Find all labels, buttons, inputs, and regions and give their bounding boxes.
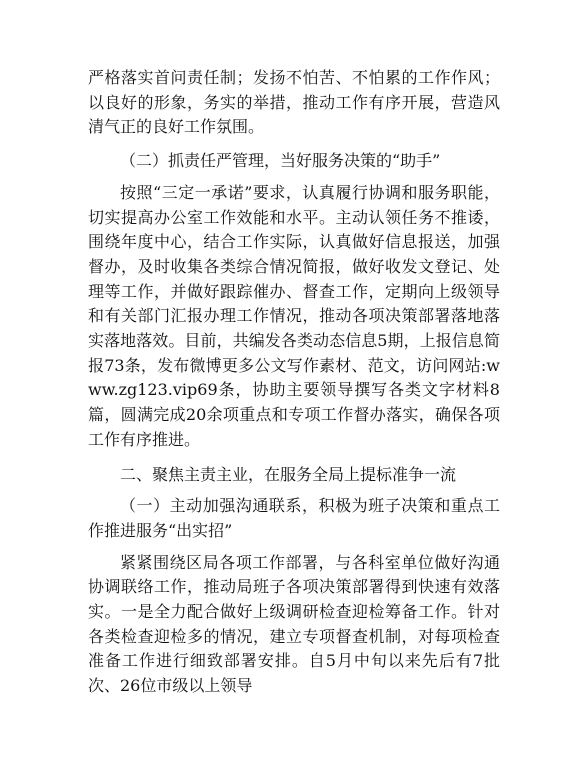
paragraph-coordination: 紧紧围绕区局各项工作部署，与各科室单位做好沟通协调联络工作，推动局班子各项决策部署得到快速有效落实。一是全力配合做好上级调研检查迎检筹备工作。针对各类检查迎检多的情况，建立专项督查机制，对每项检查准备工作进行细致部署安排。自5月中旬以来先后有7批次、26位市级以上领导 xyxy=(88,552,500,696)
subheading-communication: （一）主动加强沟通联系，积极为班子决策和重点工作推进服务“出实招” xyxy=(88,496,500,540)
document-body xyxy=(88,66,500,699)
paragraph-three-fixed-one-promise: 按照“三定一承诺”要求，认真履行协调和服务职能，切实提高办公室工作效能和水平。主动认领任务不推诿，围绕年度中心，结合工作实际，认真做好信息报送，加强督办，及时收集各类综合情况简报，做好收发文登记、处理等工作，并做好跟踪催办、督查工作，定期向上级领导和有关部门汇报办理工作情况，推动各项决策部署落地落实落地落效。目前，共编发各类动态信息5期，上报信息简报73条，发布微博更多公文写作素材、范文，访问网站:www.zg123.vip69条，协助主要领导撰写各类文字材料8篇，圆满完成20余项重点和专项工作督办落实，确保各项工作有序推进。 xyxy=(88,182,500,449)
paragraph-work-style: 严格落实首问责任制；发扬不怕苦、不怕累的工作作风；以良好的形象，务实的举措，推动工作有序开展，营造风清气正的良好工作氛围。 xyxy=(88,68,500,137)
subheading-responsibility: （二）抓责任严管理，当好服务决策的“助手” xyxy=(120,151,441,171)
section-heading-main-duties: 二、聚焦主责主业，在服务全局上提标准争一流 xyxy=(120,464,457,484)
